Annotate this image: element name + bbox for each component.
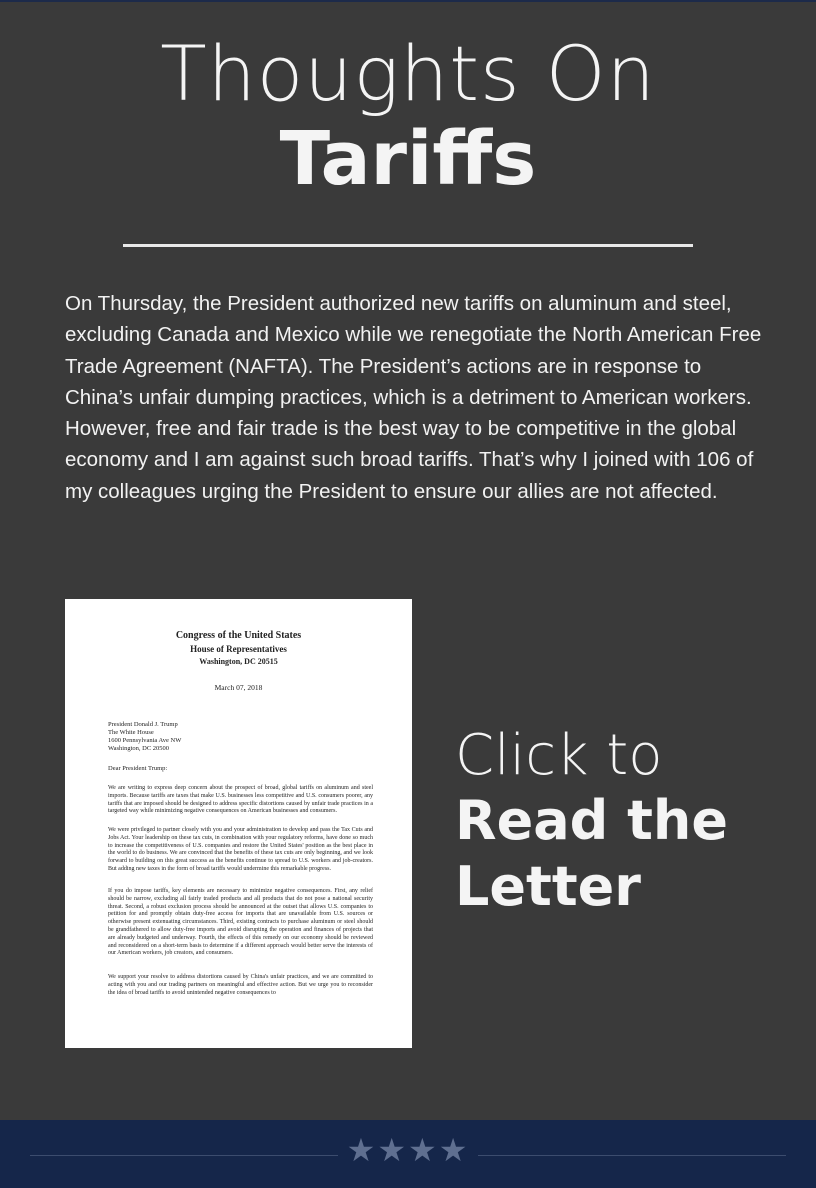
main-section [0, 2, 816, 1120]
letter-address-line: Washington, DC 20500 [108, 745, 170, 752]
letter-thumbnail[interactable] [65, 599, 412, 1048]
letter-address [108, 721, 181, 753]
page-title-line1: Thoughts On [160, 29, 656, 118]
letter-paragraph: We support your resolve to address distortions caused by China's unfair practices, and we are committed to acting with you and our trading partners on meaningful and effective action. But we urge you to reconsider the idea of broad tariffs to avoid unintended negative consequences to [108, 974, 373, 996]
footer [0, 1120, 816, 1188]
letter-address-line: President Donald J. Trump [108, 721, 178, 728]
letter-paragraph: We were privileged to partner closely with you and your administration to develop and pass the Tax Cuts and Jobs Act. Your leadership on these tax cuts, in combination with your regulatory reforms, have done so much to increase the competitiveness of U.S. companies and restore the United States' position as the best place in the world to do business. We are convinced that the benefits of these tax cuts are only beginning, and we look forward to building on this great success as the benefits continue to spread to U.S. workers and job-creators. But adding new taxes in the form of broad tariffs would undermine this remarkable progress. [108, 827, 373, 872]
letter-salutation: Dear President Trump: [108, 765, 168, 772]
footer-line-left [30, 1155, 338, 1156]
cta-line1: Click to [455, 723, 663, 788]
letter-header-house: House of Representatives [190, 644, 287, 654]
title-divider [123, 244, 693, 247]
letter-paragraph: We are writing to express deep concern about the prospect of broad, global tariffs on aluminum and steel imports. Because tariffs are taxes that make U.S. businesses less competitive and U.S. consumers poorer, any tariffs that are imposed should be designed to address specific distortions caused by unfair trade practices in a targeted way while minimizing negative consequences on American businesses and consumers. [108, 785, 373, 815]
star-icons: ★★★★ [346, 1131, 470, 1169]
cta-line2: Read the [455, 789, 728, 852]
read-letter-link[interactable] [455, 724, 795, 920]
letter-date: March 07, 2018 [214, 683, 263, 692]
letter-paragraph: If you do impose tariffs, key elements are necessary to minimize negative consequences. First, any relief should be narrow, excluding all fairly traded products and all products that do not pose a national security threat. Second, a robust exclusion process should be announced at the outset that allows U.S. companies to petition for and promptly obtain duty-free access for imports that are unavailable from U.S. sources or otherwise present extenuating circumstances. Third, existing contracts to purchase aluminum or steel should be grandfathered to allow duty-free imports and avoid disrupting the operation and finances of projects that are already budgeted and underway. Fourth, the effects of this remedy on our economy should be reviewed and reconsidered on a short-term basis to determine if a different approach would better serve the interests of our American workers, job creators, and consumers. [108, 888, 373, 957]
letter-address-line: The White House [108, 729, 154, 736]
page-title-line2: Tariffs [279, 116, 537, 202]
cta-line3: Letter [455, 855, 641, 918]
body-paragraph: On Thursday, the President authorized new tariffs on aluminum and steel, excluding Canada and Mexico while we renegotiate the North American Free Trade Agreement (NAFTA). The President’s actions are in response to China’s unfair dumping practices, which is a detriment to American workers. However, free and fair trade is the best way to be competitive in the global economy and I am against such broad tariffs. That’s why I joined with 106 of my colleagues urging the President to ensure our allies are not affected. [65, 292, 762, 503]
letter-header-congress: Congress of the United States [175, 630, 302, 641]
letter-header-city: Washington, DC 20515 [199, 657, 278, 666]
letter-address-line: 1600 Pennsylvania Ave NW [108, 737, 182, 744]
footer-line-right [478, 1155, 786, 1156]
